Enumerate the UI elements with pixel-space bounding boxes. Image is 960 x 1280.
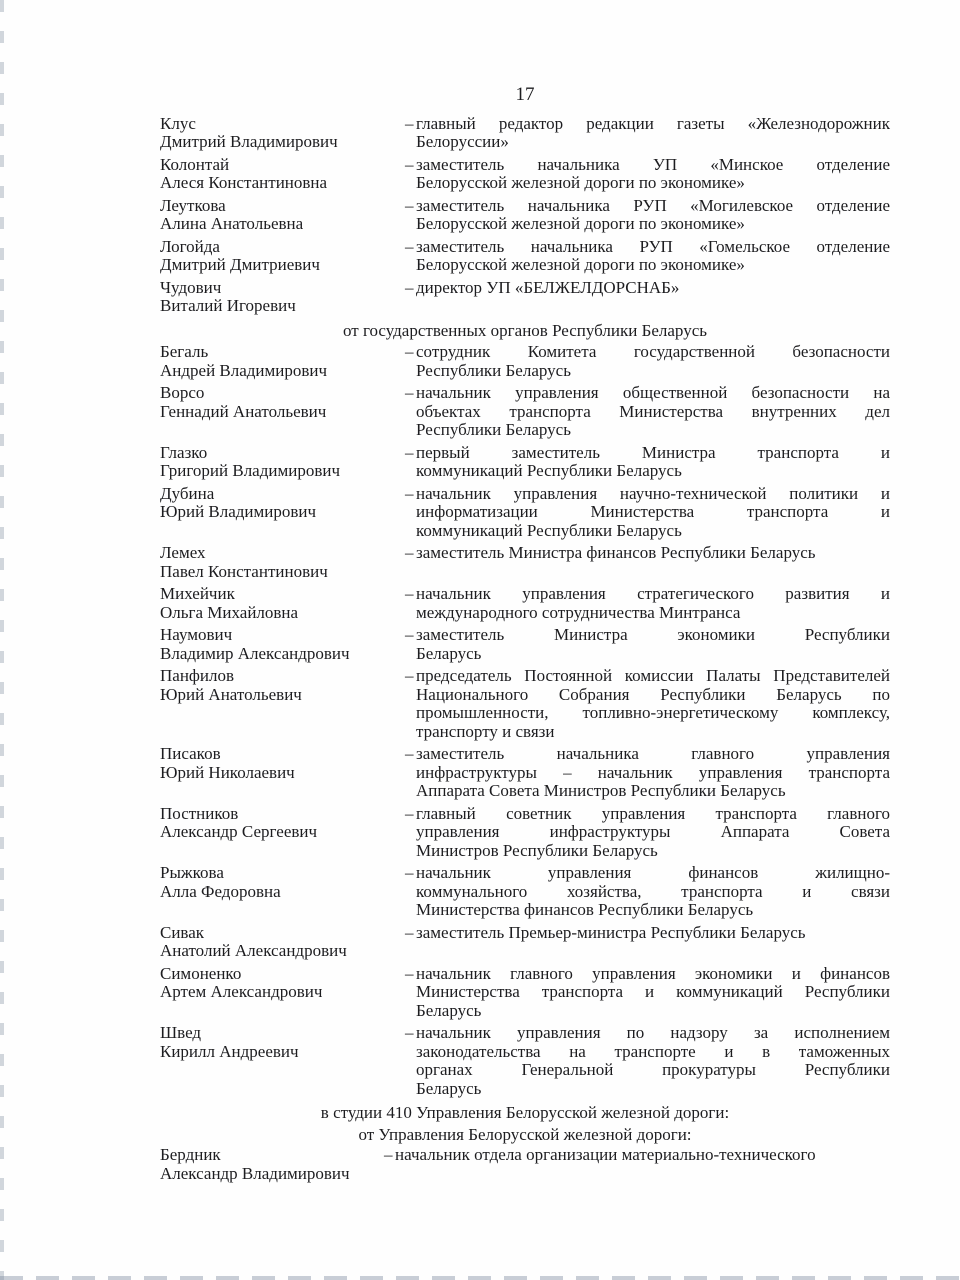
participant-row	[160, 384, 890, 440]
position-text	[416, 924, 890, 943]
participant-surname: Дубина	[160, 483, 215, 503]
position-line: Белоруссии»	[416, 132, 509, 151]
position-line: Беларусь	[416, 1078, 482, 1098]
participant-surname: Писаков	[160, 744, 221, 763]
participant-row	[160, 444, 890, 481]
position-text	[395, 1146, 890, 1165]
participants-list	[160, 115, 890, 1184]
dash-separator: –	[405, 625, 414, 644]
scan-artifact-bottom-edge	[0, 1276, 960, 1280]
participant-surname: Панфилов	[160, 666, 235, 685]
position-line: Беларусь	[416, 643, 482, 663]
participant-surname: Чудович	[160, 277, 222, 297]
participant-name	[160, 864, 405, 920]
participant-position	[405, 544, 890, 581]
dash-separator: –	[405, 744, 414, 763]
position-line: главный советник управления транспорта главного	[416, 803, 890, 823]
dash-separator: –	[405, 442, 414, 462]
participant-surname: Бегаль	[160, 342, 209, 361]
participant-surname: Колонтай	[160, 154, 230, 174]
position-line: управления инфраструктуры Аппарата Совета	[416, 822, 890, 841]
position-line: инфраструктуры – начальник управления транспорта	[416, 762, 890, 782]
dash-separator: –	[405, 195, 414, 215]
participant-given-name: Анатолий Александрович	[160, 941, 347, 960]
position-text	[416, 115, 890, 152]
participant-position	[405, 343, 890, 380]
position-line: коммунального хозяйства, транспорта и связи	[416, 881, 890, 901]
participant-row	[160, 864, 890, 920]
participant-row	[160, 626, 890, 663]
position-line: коммуникаций Республики Беларусь	[416, 461, 682, 480]
participant-given-name: Александр Владимирович	[160, 1163, 350, 1183]
section-header: в студии 410 Управления Белорусской железной дороги:	[320, 1103, 730, 1122]
position-text	[416, 444, 890, 481]
dash-separator: –	[405, 342, 414, 361]
participant-given-name: Дмитрий Дмитриевич	[160, 255, 320, 274]
position-line: начальник отдела организации материально-технического	[395, 1145, 816, 1164]
participant-name	[160, 626, 405, 663]
position-text	[416, 745, 890, 801]
document-content	[160, 86, 890, 1187]
participant-surname: Симоненко	[160, 963, 242, 983]
participant-row	[160, 667, 890, 741]
participant-surname: Рыжкова	[160, 863, 224, 882]
position-line: Республики Беларусь	[416, 420, 571, 439]
position-text	[416, 343, 890, 380]
participant-given-name: Юрий Николаевич	[160, 762, 295, 782]
participant-position	[405, 626, 890, 663]
dash-separator: –	[384, 1145, 393, 1164]
participant-row	[160, 197, 890, 234]
participant-name	[160, 805, 405, 861]
participant-name	[160, 1024, 405, 1098]
dash-separator: –	[405, 236, 414, 256]
participant-given-name: Алла Федоровна	[160, 881, 281, 901]
participant-name	[160, 238, 405, 275]
participant-row	[160, 965, 890, 1021]
participant-position	[405, 384, 890, 440]
participant-name	[160, 156, 405, 193]
participant-name	[160, 745, 405, 801]
participant-name	[160, 343, 405, 380]
position-text	[416, 864, 890, 920]
participant-row	[160, 1024, 890, 1098]
participant-position	[405, 864, 890, 920]
position-line: органах Генеральной прокуратуры Республики	[416, 1060, 890, 1079]
position-line: заместитель Министра финансов Республики Беларусь	[416, 543, 816, 562]
participant-surname: Сивак	[160, 922, 205, 942]
participant-position	[405, 485, 890, 541]
participant-name	[160, 667, 405, 741]
participant-position	[405, 1024, 890, 1098]
participant-name	[160, 585, 405, 622]
participant-surname: Бердник	[160, 1145, 221, 1164]
position-line: законодательства на транспорте и в таможенных	[416, 1041, 890, 1061]
position-text	[416, 1024, 890, 1098]
participant-position	[405, 197, 890, 234]
participant-position	[405, 115, 890, 152]
position-line: промышленности, топливно-энергетическому комплексу,	[416, 703, 890, 722]
dash-separator: –	[405, 666, 414, 685]
dash-separator: –	[405, 383, 414, 402]
position-line: начальник управления по надзору за исполнением	[416, 1023, 890, 1042]
position-text	[416, 965, 890, 1021]
participant-position	[384, 1146, 890, 1183]
section-header: от государственных органов Республики Беларусь	[342, 320, 708, 340]
participant-given-name: Юрий Владимирович	[160, 502, 317, 521]
participant-name	[160, 544, 405, 581]
participant-given-name: Алина Анатольевна	[160, 214, 304, 233]
participant-surname: Швед	[160, 1023, 202, 1042]
participant-position	[405, 156, 890, 193]
participant-given-name: Ольга Михайловна	[160, 602, 299, 622]
position-text	[416, 156, 890, 193]
position-line: начальник управления научно-технической политики и	[416, 483, 890, 503]
participant-given-name: Андрей Владимирович	[160, 360, 328, 380]
position-line: Республики Беларусь	[416, 360, 571, 380]
participant-name	[160, 115, 405, 152]
participant-position	[405, 667, 890, 741]
participant-given-name: Владимир Александрович	[160, 643, 350, 663]
participant-surname: Леуткова	[160, 195, 226, 215]
dash-separator: –	[405, 1023, 414, 1042]
participant-row	[160, 1146, 890, 1183]
participant-name	[160, 444, 405, 481]
position-text	[416, 238, 890, 275]
position-line: директор УП «БЕЛЖЕЛДОРСНАБ»	[416, 277, 680, 297]
position-text	[416, 279, 890, 298]
position-line: Белорусской железной дороги по экономике»	[416, 173, 745, 192]
dash-separator: –	[405, 963, 414, 983]
participant-name	[160, 279, 405, 316]
participant-name	[160, 485, 405, 541]
participant-row	[160, 745, 890, 801]
participant-surname: Клус	[160, 113, 196, 133]
position-text	[416, 585, 890, 622]
position-line: начальник управления финансов жилищно-	[416, 863, 890, 882]
position-line: информатизации Министерства транспорта и	[416, 502, 890, 521]
participant-surname: Наумович	[160, 625, 233, 644]
position-line: сотрудник Комитета государственной безопасности	[416, 342, 890, 361]
participant-name	[160, 197, 405, 234]
participant-surname: Глазко	[160, 442, 208, 462]
participant-position	[405, 444, 890, 481]
dash-separator: –	[405, 922, 414, 942]
participant-row	[160, 238, 890, 275]
position-line: международного сотрудничества Минтранса	[416, 602, 741, 622]
participant-row	[160, 544, 890, 581]
position-line: заместитель начальника главного управления	[416, 744, 890, 763]
participant-given-name: Артем Александрович	[160, 982, 323, 1001]
scan-artifact-left-edge	[0, 0, 4, 1280]
participant-row	[160, 115, 890, 152]
participant-surname: Михейчик	[160, 584, 235, 603]
position-text	[416, 384, 890, 440]
position-line: коммуникаций Республики Беларусь	[416, 520, 682, 540]
position-line: заместитель Премьер-министра Республики Беларусь	[416, 922, 806, 942]
position-line: председатель Постоянной комиссии Палаты Представителей	[416, 666, 890, 685]
page-number: 17	[515, 84, 535, 105]
participant-row	[160, 924, 890, 961]
position-line: первый заместитель Министра транспорта и	[416, 442, 890, 462]
participant-given-name: Геннадий Анатольевич	[160, 401, 327, 421]
participant-position	[405, 965, 890, 1021]
participant-name	[160, 1146, 405, 1183]
participant-name	[160, 965, 405, 1021]
position-line: Белорусской железной дороги по экономике»	[416, 255, 745, 274]
participant-given-name: Алеся Константиновна	[160, 173, 328, 192]
participant-row	[160, 485, 890, 541]
dash-separator: –	[405, 863, 414, 882]
participant-given-name: Павел Константинович	[160, 561, 328, 581]
participant-position	[405, 805, 890, 861]
position-text	[416, 805, 890, 861]
participant-row	[160, 156, 890, 193]
participant-surname: Постников	[160, 803, 239, 823]
participant-row	[160, 343, 890, 380]
participant-given-name: Кирилл Андреевич	[160, 1041, 299, 1061]
participant-given-name: Григорий Владимирович	[160, 461, 340, 480]
position-line: транспорту и связи	[416, 721, 555, 741]
dash-separator: –	[405, 277, 414, 297]
dash-separator: –	[405, 584, 414, 603]
participant-row	[160, 585, 890, 622]
position-text	[416, 485, 890, 541]
position-line: заместитель Министра экономики Республики	[416, 625, 890, 644]
position-line: Национального Собрания Республики Беларусь по	[416, 684, 890, 704]
participant-surname: Логойда	[160, 236, 220, 256]
position-line: начальник главного управления экономики и финансов	[416, 963, 890, 983]
participant-row	[160, 805, 890, 861]
position-line: объектах транспорта Министерства внутренних дел	[416, 401, 890, 421]
participant-position	[405, 585, 890, 622]
position-line: заместитель начальника УП «Минское отделение	[416, 154, 890, 174]
participant-given-name: Дмитрий Владимирович	[160, 132, 338, 151]
participant-position	[405, 279, 890, 316]
position-line: начальник управления стратегического развития и	[416, 584, 890, 603]
dash-separator: –	[405, 113, 414, 133]
participant-given-name: Юрий Анатольевич	[160, 684, 302, 704]
section-header: от Управления Белорусской железной дороги:	[358, 1124, 692, 1144]
participant-position	[405, 924, 890, 961]
participant-given-name: Виталий Игоревич	[160, 296, 296, 315]
participant-surname: Ворсо	[160, 383, 205, 402]
participant-position	[405, 745, 890, 801]
participant-name	[160, 924, 405, 961]
position-text	[416, 544, 890, 563]
position-line: заместитель начальника РУП «Гомельское отделение	[416, 236, 890, 256]
position-line: начальник управления общественной безопасности на	[416, 383, 890, 402]
position-line: Беларусь	[416, 1000, 482, 1020]
position-line: Аппарата Совета Министров Республики Беларусь	[416, 781, 786, 800]
position-text	[416, 626, 890, 663]
position-text	[416, 667, 890, 741]
participant-surname: Лемех	[160, 543, 206, 562]
position-text	[416, 197, 890, 234]
position-line: главный редактор редакции газеты «Железнодорожник	[416, 113, 890, 133]
position-line: Белорусской железной дороги по экономике»	[416, 214, 745, 233]
participant-position	[405, 238, 890, 275]
participant-given-name: Александр Сергеевич	[160, 822, 318, 841]
position-line: Министерства финансов Республики Беларусь	[416, 900, 754, 919]
participant-name	[160, 384, 405, 440]
dash-separator: –	[405, 154, 414, 174]
position-line: Министерства транспорта и коммуникаций Республики	[416, 982, 890, 1001]
position-line: Министров Республики Беларусь	[416, 840, 658, 860]
position-line: заместитель начальника РУП «Могилевское отделение	[416, 195, 890, 215]
dash-separator: –	[405, 483, 414, 503]
participant-row	[160, 279, 890, 316]
dash-separator: –	[405, 543, 414, 562]
dash-separator: –	[405, 803, 414, 823]
